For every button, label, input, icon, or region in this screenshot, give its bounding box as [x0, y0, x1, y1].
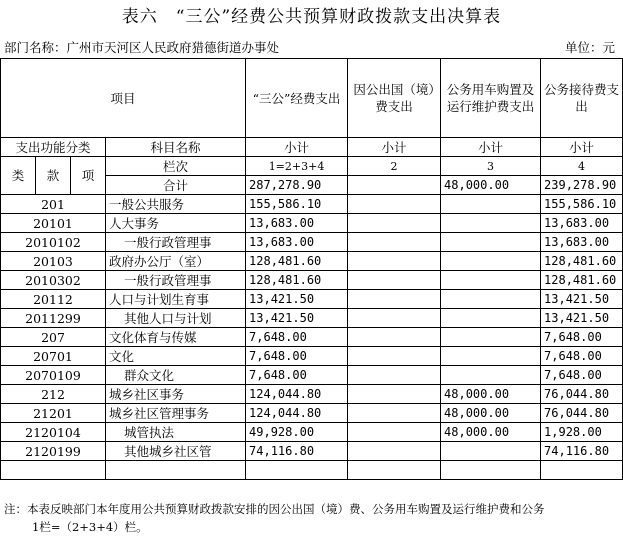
row-value-v3: [441, 347, 541, 366]
header-item: 项目: [1, 59, 246, 138]
row-value-v3: [441, 233, 541, 252]
row-value-v4: 13,421.50: [541, 309, 623, 328]
row-value-v2: [348, 252, 441, 271]
row-value-v4: 155,586.10: [541, 195, 623, 214]
table-row: [1, 366, 623, 385]
row-value-v2: [348, 347, 441, 366]
row-value-v1: 7,648.00: [246, 347, 348, 366]
header-subtotal-3: 小计: [441, 138, 541, 157]
header-xiang: 项: [71, 157, 106, 195]
row-value-v2: [348, 290, 441, 309]
row-subject-name: 城管执法: [106, 423, 246, 442]
row-value-v2: [348, 328, 441, 347]
row-value-v3: 48,000.00: [441, 385, 541, 404]
row-subject-name: 城乡社区管理事务: [106, 404, 246, 423]
row-value-v1: 13,421.50: [246, 290, 348, 309]
table-row: [1, 442, 623, 461]
row-code: 207: [1, 328, 106, 347]
row-value-v1: 7,648.00: [246, 328, 348, 347]
row-value-v1: 124,044.80: [246, 404, 348, 423]
row-value-v1: 128,481.60: [246, 271, 348, 290]
department-name: 部门名称：广州市天河区人民政府猎德街道办事处: [4, 40, 280, 55]
footnote-line-2: 1栏=（2+3+4）栏。: [32, 520, 148, 534]
table-row: [1, 233, 623, 252]
row-value-v1: 13,683.00: [246, 233, 348, 252]
row-value-v3: [441, 442, 541, 461]
total-v3: 48,000.00: [441, 176, 541, 195]
row-value-v3: [441, 366, 541, 385]
table-row: [1, 195, 623, 214]
header-func-class: 支出功能分类: [1, 138, 106, 157]
header-c1: 1=2+3+4: [246, 157, 348, 176]
empty-row: [1, 461, 623, 480]
row-subject-name: 文化体育与传媒: [106, 328, 246, 347]
total-v2: [348, 176, 441, 195]
header-col3: 公务用车购置及运行维护费支出: [441, 59, 541, 138]
row-subject-name: 文化: [106, 347, 246, 366]
row-code: 2120104: [1, 423, 106, 442]
row-value-v1: 124,044.80: [246, 385, 348, 404]
row-subject-name: 人口与计划生育事: [106, 290, 246, 309]
table-row: [1, 385, 623, 404]
row-value-v3: 48,000.00: [441, 404, 541, 423]
row-value-v1: 128,481.60: [246, 252, 348, 271]
header-c4: 4: [541, 157, 623, 176]
row-subject-name: 一般公共服务: [106, 195, 246, 214]
row-code: 2011299: [1, 309, 106, 328]
row-value-v2: [348, 214, 441, 233]
row-value-v2: [348, 233, 441, 252]
report-title: 表六 “三公”经费公共预算财政拨款支出决算表: [121, 7, 502, 27]
expense-table: [0, 58, 623, 480]
header-kuan: 款: [36, 157, 71, 195]
header-subtotal-1: 小计: [246, 138, 348, 157]
row-value-v4: 7,648.00: [541, 366, 623, 385]
row-value-v1: 49,928.00: [246, 423, 348, 442]
row-subject-name: 一般行政管理事: [106, 233, 246, 252]
header-lei: 类: [1, 157, 36, 195]
row-value-v1: 74,116.80: [246, 442, 348, 461]
row-subject-name: 群众文化: [106, 366, 246, 385]
unit-label: 单位：元: [564, 40, 615, 55]
row-value-v3: [441, 328, 541, 347]
row-value-v2: [348, 366, 441, 385]
row-value-v3: [441, 309, 541, 328]
table-row: [1, 347, 623, 366]
row-value-v2: [348, 271, 441, 290]
row-code: 201: [1, 195, 106, 214]
header-col4: 公务接待费支出: [541, 59, 623, 138]
row-value-v2: [348, 442, 441, 461]
row-value-v4: 76,044.80: [541, 385, 623, 404]
row-value-v3: 48,000.00: [441, 423, 541, 442]
row-subject-name: 其他人口与计划: [106, 309, 246, 328]
header-subtotal-4: 小计: [541, 138, 623, 157]
table-row: [1, 309, 623, 328]
row-value-v2: [348, 423, 441, 442]
row-value-v1: 13,421.50: [246, 309, 348, 328]
row-code: 2120199: [1, 442, 106, 461]
row-code: 212: [1, 385, 106, 404]
row-code: 2070109: [1, 366, 106, 385]
row-code: 20103: [1, 252, 106, 271]
row-subject-name: 其他城乡社区管: [106, 442, 246, 461]
table-row: [1, 404, 623, 423]
row-value-v2: [348, 195, 441, 214]
row-value-v1: 13,683.00: [246, 214, 348, 233]
row-code: 20701: [1, 347, 106, 366]
total-v4: 239,278.90: [541, 176, 623, 195]
row-value-v4: 7,648.00: [541, 328, 623, 347]
total-label: 合计: [106, 176, 246, 195]
row-value-v3: [441, 271, 541, 290]
row-code: 2010302: [1, 271, 106, 290]
row-code: 2010102: [1, 233, 106, 252]
row-value-v4: 128,481.60: [541, 252, 623, 271]
row-value-v3: [441, 252, 541, 271]
table-row: [1, 423, 623, 442]
row-subject-name: 人大事务: [106, 214, 246, 233]
footnote: [4, 500, 622, 536]
row-value-v4: 1,928.00: [541, 423, 623, 442]
table-row: [1, 271, 623, 290]
row-value-v1: 7,648.00: [246, 366, 348, 385]
table-row: [1, 252, 623, 271]
row-value-v4: 74,116.80: [541, 442, 623, 461]
row-code: 20101: [1, 214, 106, 233]
footnote-line-1: 注：本表反映部门本年度用公共预算财政拨款安排的因公出国（境）费、公务用车购置及运行维护费和公务: [4, 502, 545, 516]
row-value-v4: 13,421.50: [541, 290, 623, 309]
row-value-v2: [348, 385, 441, 404]
row-value-v4: 13,683.00: [541, 233, 623, 252]
row-code: 21201: [1, 404, 106, 423]
row-value-v4: 128,481.60: [541, 271, 623, 290]
table-row: [1, 214, 623, 233]
row-code: 20112: [1, 290, 106, 309]
row-subject-name: 政府办公厅（室）: [106, 252, 246, 271]
row-subject-name: 城乡社区事务: [106, 385, 246, 404]
header-c2: 2: [348, 157, 441, 176]
row-value-v4: 76,044.80: [541, 404, 623, 423]
row-value-v3: [441, 195, 541, 214]
header-subtotal-2: 小计: [348, 138, 441, 157]
header-row-label: 栏次: [106, 157, 246, 176]
header-col1: “三公”经费支出: [246, 59, 348, 138]
total-v1: 287,278.90: [246, 176, 348, 195]
table-row: [1, 290, 623, 309]
header-c3: 3: [441, 157, 541, 176]
row-value-v4: 7,648.00: [541, 347, 623, 366]
row-value-v1: 155,586.10: [246, 195, 348, 214]
row-value-v3: [441, 290, 541, 309]
header-col2: 因公出国（境）费支出: [348, 59, 441, 138]
row-subject-name: 一般行政管理事: [106, 271, 246, 290]
row-value-v2: [348, 309, 441, 328]
header-subject-name: 科目名称: [106, 138, 246, 157]
table-row: [1, 328, 623, 347]
row-value-v3: [441, 214, 541, 233]
row-value-v4: 13,683.00: [541, 214, 623, 233]
row-value-v2: [348, 404, 441, 423]
